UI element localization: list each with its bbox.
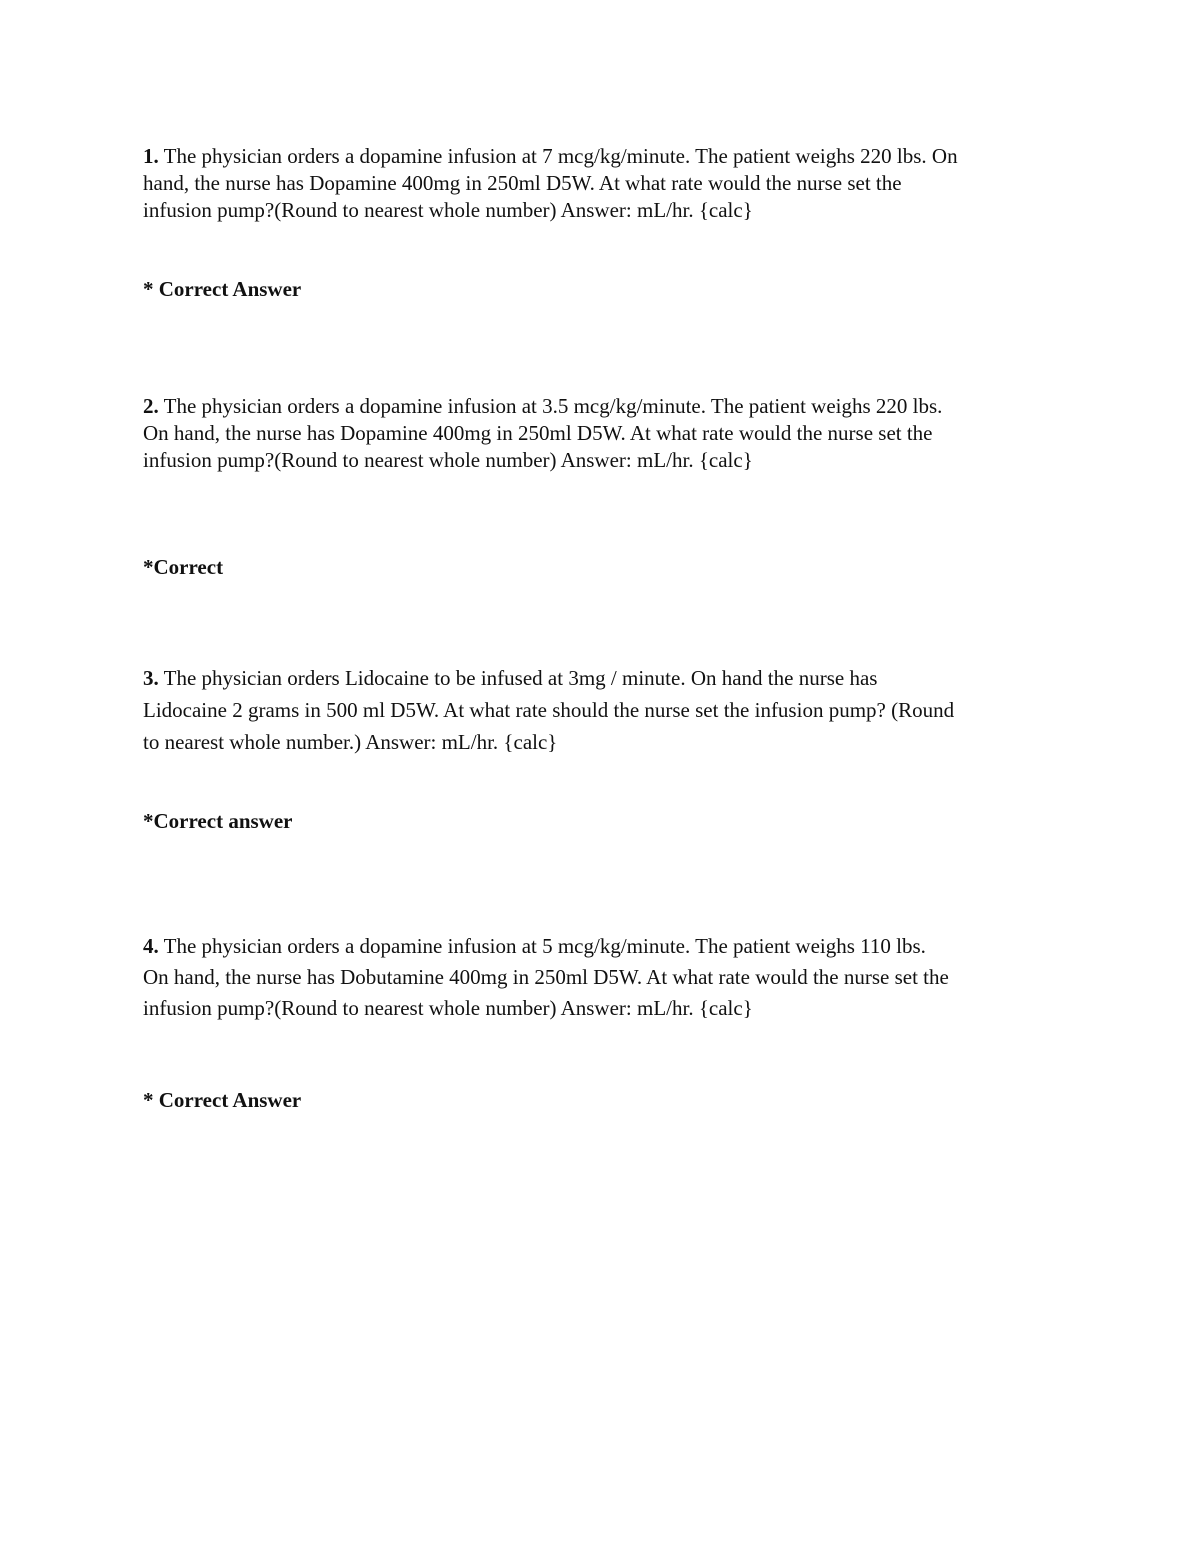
question-line: hand, the nurse has Dopamine 400mg in 250ml D5W. At what rate would the nurse set the <box>143 171 902 195</box>
correct-answer-label-4: * Correct Answer <box>143 1088 302 1112</box>
question-line: to nearest whole number.) Answer: mL/hr. {calc} <box>143 730 558 754</box>
question-line: On hand, the nurse has Dobutamine 400mg in 250ml D5W. At what rate would the nurse set the <box>143 965 949 989</box>
correct-answer-label-3: *Correct answer <box>143 809 293 833</box>
question-3 <box>143 662 1068 758</box>
question-text: The physician orders Lidocaine to be infused at 3mg / minute. On hand the nurse has <box>158 666 878 690</box>
question-line <box>143 143 1068 170</box>
question-line <box>143 931 1068 962</box>
question-4 <box>143 931 1068 1024</box>
question-line: infusion pump?(Round to nearest whole number) Answer: mL/hr. {calc} <box>143 198 753 222</box>
question-line <box>143 662 1068 694</box>
question-line: infusion pump?(Round to nearest whole number) Answer: mL/hr. {calc} <box>143 996 753 1020</box>
question-text: The physician orders a dopamine infusion at 5 mcg/kg/minute. The patient weighs 110 lbs. <box>158 934 926 958</box>
correct-answer-label-1: * Correct Answer <box>143 277 302 301</box>
question-number: 4. <box>143 934 159 958</box>
question-text: The physician orders a dopamine infusion at 7 mcg/kg/minute. The patient weighs 220 lbs. On <box>158 144 958 168</box>
question-2 <box>143 393 1068 474</box>
question-line: On hand, the nurse has Dopamine 400mg in 250ml D5W. At what rate would the nurse set the <box>143 421 933 445</box>
question-line: infusion pump?(Round to nearest whole number) Answer: mL/hr. {calc} <box>143 448 753 472</box>
question-number: 3. <box>143 666 159 690</box>
correct-answer-label-2: *Correct <box>143 555 224 579</box>
question-number: 1. <box>143 144 159 168</box>
question-line <box>143 393 1068 420</box>
question-number: 2. <box>143 394 159 418</box>
question-line: Lidocaine 2 grams in 500 ml D5W. At what rate should the nurse set the infusion pump? (Round <box>143 698 955 722</box>
question-text: The physician orders a dopamine infusion at 3.5 mcg/kg/minute. The patient weighs 220 lbs. <box>158 394 943 418</box>
question-1 <box>143 143 1068 224</box>
